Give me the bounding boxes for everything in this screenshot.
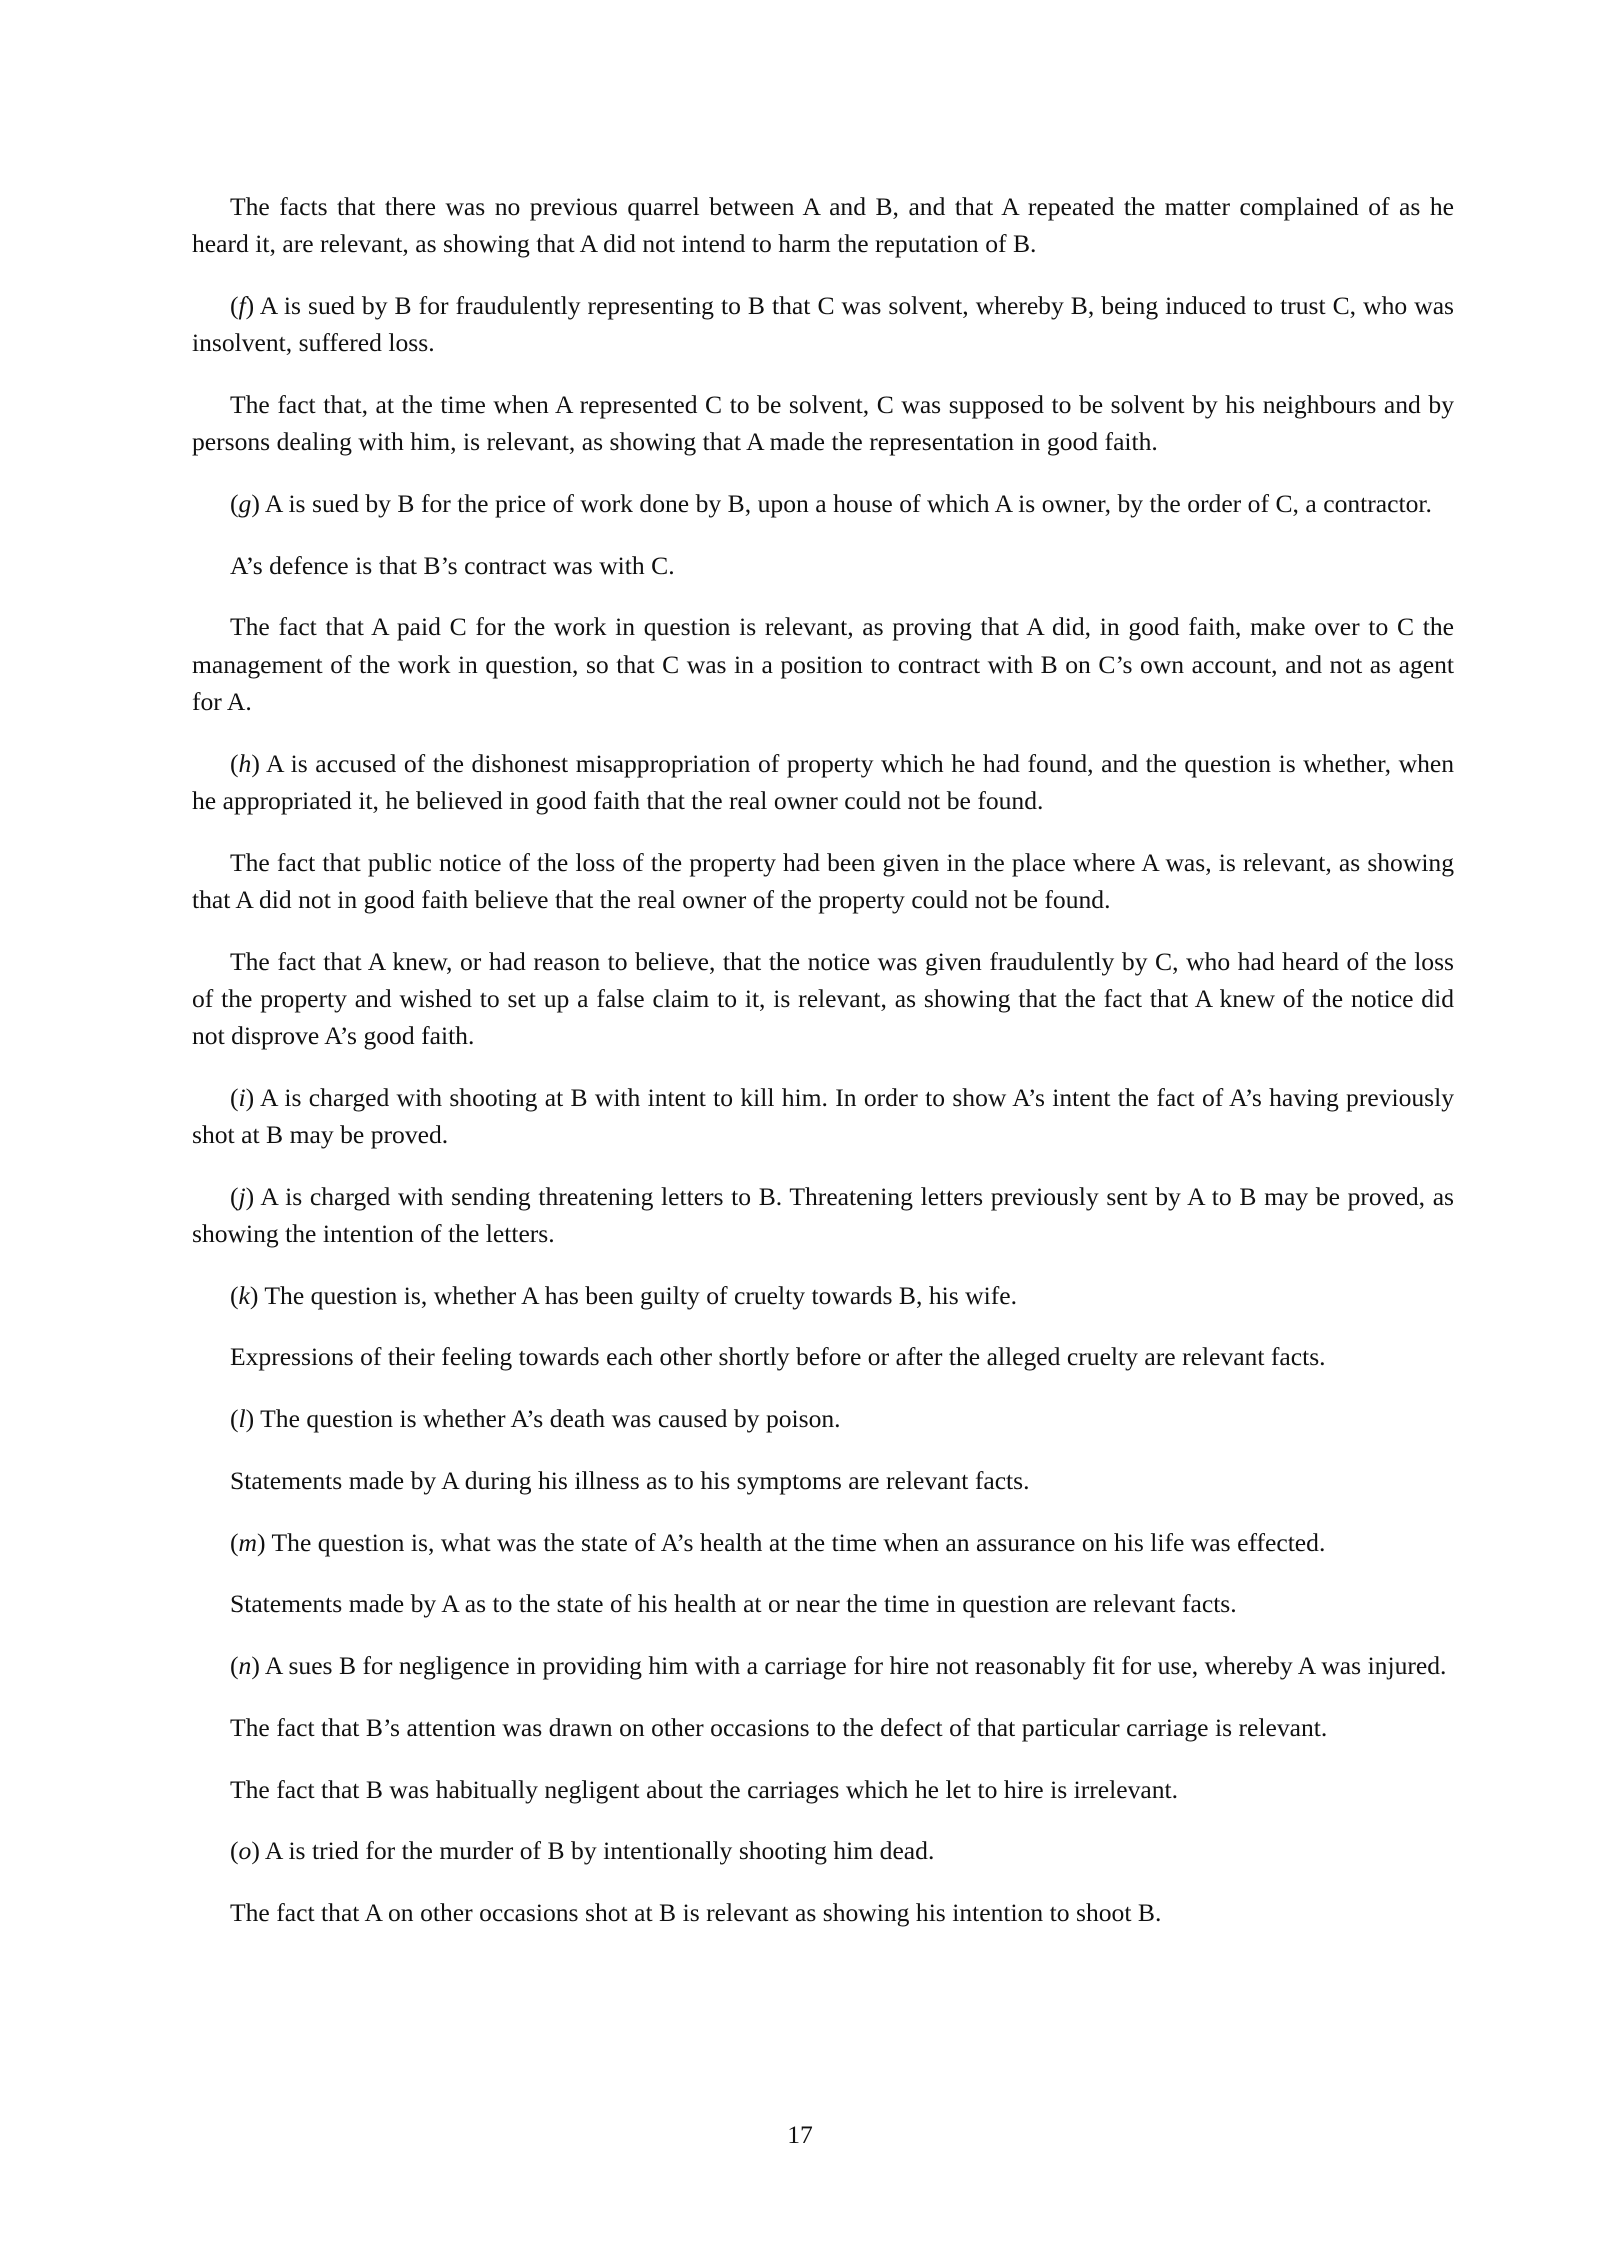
illustration-marker-letter: j <box>238 1181 246 1211</box>
page-number: 17 <box>787 2120 813 2149</box>
document-body <box>192 188 1454 1931</box>
para-facts-no-previous-quarrel <box>192 188 1454 262</box>
para-l-response <box>192 1462 1454 1499</box>
illustration-l <box>192 1400 1454 1437</box>
illustration-marker: (g) <box>230 488 265 518</box>
para-h-response-2 <box>192 943 1454 1055</box>
illustration-k <box>192 1277 1454 1314</box>
illustration-marker: (n) <box>230 1651 265 1681</box>
paragraph-text: The fact that public notice of the loss of the property had been given in the place where A was, is relevant, as showing that A did not in good faith believe that the real owner of the property could not be found. <box>192 847 1454 914</box>
paragraph-text: A is tried for the murder of B by intentionally shooting him dead. <box>264 1836 935 1866</box>
illustration-marker-letter: h <box>238 748 252 778</box>
para-k-response <box>192 1338 1454 1375</box>
illustration-marker: (i) <box>230 1082 261 1112</box>
para-m-response <box>192 1585 1454 1622</box>
paragraph-text: A is sued by B for the price of work done by B, upon a house of which A is owner, by the order of C, a contractor. <box>264 488 1432 518</box>
illustration-n <box>192 1647 1454 1684</box>
illustration-o <box>192 1832 1454 1869</box>
paragraph-text: The fact that A on other occasions shot at B is relevant as showing his intention to shoot B. <box>230 1898 1162 1927</box>
paragraph-text: The facts that there was no previous quarrel between A and B, and that A repeated the matter complained of as he heard it, are relevant, as showing that A did not intend to harm the reputation of B. <box>192 192 1454 259</box>
illustration-marker-letter: i <box>238 1082 246 1112</box>
illustration-marker-letter: g <box>238 488 252 518</box>
para-o-response <box>192 1894 1454 1931</box>
illustration-marker: (k) <box>230 1280 265 1310</box>
paragraph-text: The question is, whether A has been guilty of cruelty towards B, his wife. <box>264 1280 1018 1310</box>
paragraph-text: The fact that A knew, or had reason to believe, that the notice was given fraudulently by C, who had heard of the loss of the property and wished to set up a false claim to it, is relevant, as showing that the fact that A knew of the notice did not disprove A’s good faith. <box>192 946 1454 1050</box>
illustration-marker: (o) <box>230 1836 265 1866</box>
paragraph-text: A is charged with sending threatening letters to B. Threatening letters previously sent by A to B may be proved, as showing the intention of the letters. <box>192 1181 1454 1248</box>
paragraph-text: A’s defence is that B’s contract was with C. <box>230 550 675 580</box>
paragraph-text: The fact that A paid C for the work in question is relevant, as proving that A did, in good faith, make over to C the management of the work in question, so that C was in a position to contract with B on C’s own account, and not as agent for A. <box>192 612 1454 716</box>
para-n-response-1 <box>192 1709 1454 1746</box>
paragraph-text: Statements made by A during his illness as to his symptoms are relevant facts. <box>230 1465 1030 1495</box>
para-f-response <box>192 386 1454 460</box>
para-h-response-1 <box>192 844 1454 918</box>
paragraph-text: The fact that B’s attention was drawn on other occasions to the defect of that particular carriage is relevant. <box>230 1712 1328 1742</box>
illustration-marker-letter: l <box>238 1404 246 1434</box>
illustration-marker: (j) <box>230 1181 261 1211</box>
paragraph-text: Statements made by A as to the state of his health at or near the time in question are relevant facts. <box>230 1589 1237 1619</box>
illustration-i <box>192 1079 1454 1153</box>
illustration-g <box>192 485 1454 522</box>
illustration-marker-letter: n <box>238 1651 252 1681</box>
paragraph-text: The fact that, at the time when A represented C to be solvent, C was supposed to be solvent by his neighbours and by persons dealing with him, is relevant, as showing that A made the representation in good faith. <box>192 389 1454 457</box>
illustration-marker: (l) <box>230 1404 261 1434</box>
illustration-f <box>192 287 1454 361</box>
paragraph-text: A is sued by B for fraudulently representing to B that C was solvent, whereby B, being induced to trust C, who was insolvent, suffered loss. <box>192 290 1454 358</box>
illustration-h <box>192 745 1454 819</box>
paragraph-text: The question is whether A’s death was caused by poison. <box>260 1404 841 1434</box>
illustration-marker: (h) <box>230 748 267 778</box>
illustration-marker-letter: f <box>238 290 246 320</box>
para-g-response <box>192 608 1454 720</box>
illustration-marker: (m) <box>230 1527 272 1557</box>
paragraph-text: A is accused of the dishonest misappropriation of property which he had found, and the question is whether, when he appropriated it, he believed in good faith that the real owner could not be found. <box>192 748 1455 815</box>
illustration-marker-letter: m <box>238 1527 257 1557</box>
paragraph-text: Expressions of their feeling towards each other shortly before or after the alleged cruelty are relevant facts. <box>230 1342 1326 1372</box>
paragraph-text: A is charged with shooting at B with intent to kill him. In order to show A’s intent the fact of A’s having previously shot at B may be proved. <box>192 1082 1454 1149</box>
paragraph-text: The fact that B was habitually negligent about the carriages which he let to hire is irrelevant. <box>230 1774 1178 1804</box>
illustration-marker-letter: k <box>238 1280 250 1310</box>
illustration-marker: (f) <box>230 290 260 320</box>
paragraph-text: The question is, what was the state of A’s health at the time when an assurance on his life was effected. <box>271 1527 1326 1557</box>
illustration-m <box>192 1524 1454 1561</box>
illustration-j <box>192 1178 1454 1252</box>
para-g-defence <box>192 547 1454 584</box>
para-n-response-2 <box>192 1771 1454 1808</box>
paragraph-text: A sues B for negligence in providing him with a carriage for hire not reasonably fit for use, whereby A was injured. <box>264 1651 1447 1681</box>
illustration-marker-letter: o <box>238 1836 252 1866</box>
